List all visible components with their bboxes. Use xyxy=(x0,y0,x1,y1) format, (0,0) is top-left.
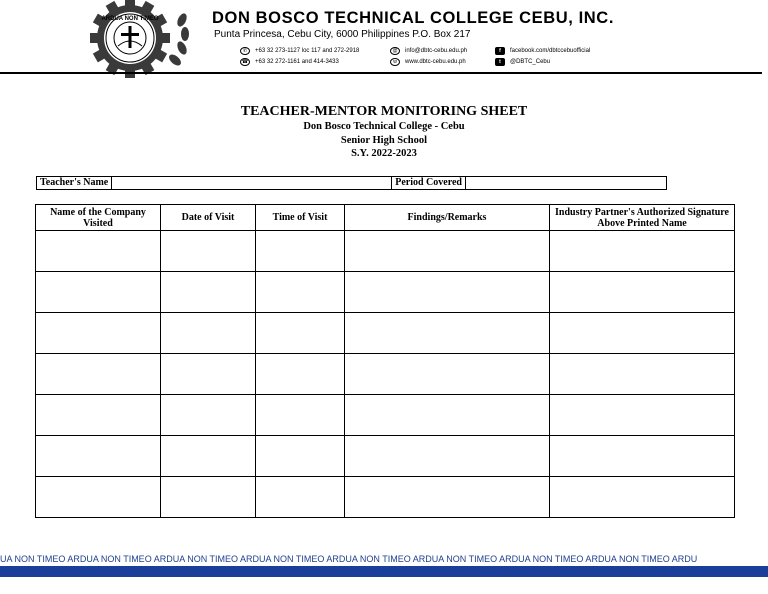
date-cell[interactable] xyxy=(161,436,256,477)
table-row xyxy=(36,231,735,272)
footer-bar xyxy=(0,566,768,577)
time-cell[interactable] xyxy=(256,231,345,272)
contact-fax-text: +63 32 272-1161 and 414-3433 xyxy=(255,59,339,65)
title-block xyxy=(0,103,768,161)
findings-cell[interactable] xyxy=(345,354,550,395)
monitoring-table xyxy=(35,204,735,518)
contact-twitter-text: @DBTC_Cebu xyxy=(510,59,551,65)
signature-cell[interactable] xyxy=(550,436,735,477)
table-row xyxy=(36,272,735,313)
twitter-icon: t xyxy=(495,58,505,66)
contact-twitter xyxy=(495,58,550,66)
date-cell[interactable] xyxy=(161,313,256,354)
document-title: TEACHER-MENTOR MONITORING SHEET xyxy=(240,104,528,119)
date-cell[interactable] xyxy=(161,354,256,395)
signature-cell[interactable] xyxy=(550,272,735,313)
date-cell[interactable] xyxy=(161,395,256,436)
facebook-icon: f xyxy=(495,47,505,55)
findings-cell[interactable] xyxy=(345,231,550,272)
time-cell[interactable] xyxy=(256,436,345,477)
time-cell[interactable] xyxy=(256,395,345,436)
time-cell[interactable] xyxy=(256,313,345,354)
company-cell[interactable] xyxy=(36,272,161,313)
web-icon: w xyxy=(390,58,400,66)
contact-fax xyxy=(240,58,339,66)
company-cell[interactable] xyxy=(36,436,161,477)
contact-phone-text: +63 32 273-1127 loc 117 and 272-2918 xyxy=(255,48,360,54)
period-covered-field[interactable] xyxy=(466,177,666,189)
teacher-name-label: Teacher's Name xyxy=(37,177,112,189)
footer-motto: UA NON TIMEO ARDUA NON TIMEO ARDUA NON TIMEO ARDUA NON TIMEO ARDUA NON TIMEO ARDUA NON TIMEO ARDUA NON TIMEO ARDUA NON TIMEO ARDU xyxy=(0,554,768,566)
contact-facebook xyxy=(495,47,590,55)
findings-cell[interactable] xyxy=(345,313,550,354)
company-cell[interactable] xyxy=(36,354,161,395)
document-subtitle-school-year: S.Y. 2022-2023 xyxy=(351,148,417,159)
signature-cell[interactable] xyxy=(550,354,735,395)
contact-phone xyxy=(240,47,359,55)
signature-cell[interactable] xyxy=(550,313,735,354)
document-subtitle-department: Senior High School xyxy=(340,134,428,146)
findings-cell[interactable] xyxy=(345,272,550,313)
contact-web xyxy=(390,58,466,66)
school-name: DON BOSCO TECHNICAL COLLEGE CEBU, INC. xyxy=(212,9,615,27)
signature-cell[interactable] xyxy=(550,395,735,436)
svg-text:ARDUA NON TIMEO: ARDUA NON TIMEO xyxy=(101,16,159,22)
company-cell[interactable] xyxy=(36,313,161,354)
table-row xyxy=(36,313,735,354)
phone-icon: ✆ xyxy=(240,47,250,55)
column-header-signature: Industry Partner's Authorized Signature Above Printed Name xyxy=(550,205,735,231)
time-cell[interactable] xyxy=(256,477,345,518)
table-header-row xyxy=(36,205,735,231)
column-header-time: Time of Visit xyxy=(256,205,345,231)
date-cell[interactable] xyxy=(161,231,256,272)
table-row xyxy=(36,395,735,436)
column-header-date: Date of Visit xyxy=(161,205,256,231)
info-row xyxy=(36,176,667,190)
time-cell[interactable] xyxy=(256,354,345,395)
document-subtitle-college: Don Bosco Technical College - Cebu xyxy=(303,121,465,132)
date-cell[interactable] xyxy=(161,477,256,518)
contact-email xyxy=(390,47,467,55)
fax-icon: ☎ xyxy=(241,59,249,65)
time-cell[interactable] xyxy=(256,272,345,313)
column-header-findings: Findings/Remarks xyxy=(345,205,550,231)
findings-cell[interactable] xyxy=(345,477,550,518)
period-covered-label: Period Covered xyxy=(392,177,466,189)
company-cell[interactable] xyxy=(36,395,161,436)
signature-cell[interactable] xyxy=(550,231,735,272)
header-divider xyxy=(0,72,762,74)
contact-facebook-text: facebook.com/dbtccebuofficial xyxy=(510,48,591,54)
contact-web-text: www.dbtc-cebu.edu.ph xyxy=(405,59,466,65)
table-row xyxy=(36,477,735,518)
company-cell[interactable] xyxy=(36,231,161,272)
signature-cell[interactable] xyxy=(550,477,735,518)
findings-cell[interactable] xyxy=(345,395,550,436)
table-row xyxy=(36,354,735,395)
teacher-name-field[interactable] xyxy=(112,177,392,189)
table-row xyxy=(36,436,735,477)
date-cell[interactable] xyxy=(161,272,256,313)
column-header-company: Name of the Company Visited xyxy=(36,205,161,231)
company-cell[interactable] xyxy=(36,477,161,518)
school-address: Punta Princesa, Cebu City, 6000 Philippines P.O. Box 217 xyxy=(214,29,471,40)
contact-email-text: info@dbtc-cebu.edu.ph xyxy=(405,48,468,54)
findings-cell[interactable] xyxy=(345,436,550,477)
email-icon: @ xyxy=(390,47,400,55)
school-logo xyxy=(68,0,190,78)
